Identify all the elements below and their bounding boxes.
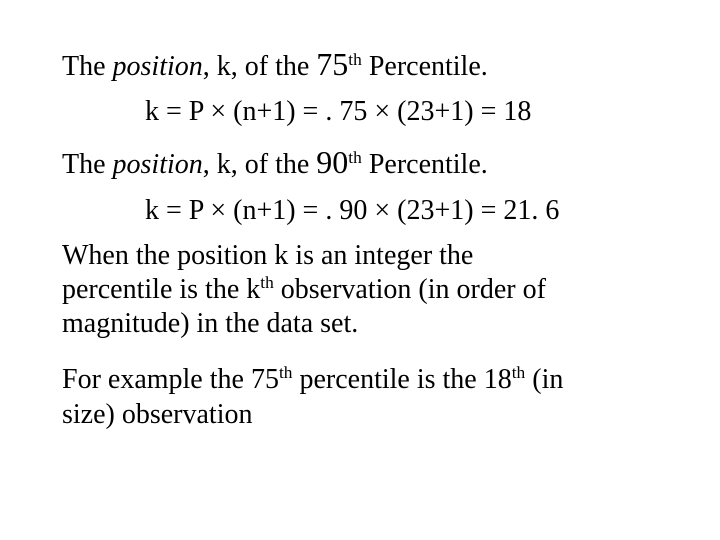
percentile-number: 75 — [316, 46, 349, 82]
heading-middle: , k, of the — [202, 51, 317, 82]
heading-prefix: The — [62, 149, 113, 180]
heading-suffix: Percentile. — [361, 51, 488, 82]
position-word: position — [112, 149, 203, 180]
example-superscript-2: th — [511, 362, 526, 382]
heading-middle: , k, of the — [202, 149, 317, 180]
example-superscript-1: th — [278, 362, 293, 382]
heading-prefix: The — [62, 51, 113, 82]
heading-75th-percentile — [62, 48, 488, 81]
heading-suffix: Percentile. — [361, 149, 488, 180]
example-suffix: (in — [525, 364, 564, 395]
heading-90th-percentile — [62, 146, 488, 179]
integer-rule-line-2 — [62, 272, 546, 305]
rule-superscript: th — [260, 272, 274, 292]
rule-line2-suffix: observation (in order of — [273, 274, 546, 305]
position-word: position — [112, 51, 203, 82]
integer-rule-line-3: magnitude) in the data set. — [62, 308, 359, 339]
integer-rule-line-1: When the position k is an integer the — [62, 240, 474, 271]
formula-90th: k = P × (n+1) = . 90 × (23+1) = 21. 6 — [145, 195, 560, 226]
example-line-2: size) observation — [62, 399, 253, 430]
percentile-number: 90 — [316, 144, 349, 180]
example-prefix: For example the 75 — [62, 364, 279, 395]
rule-line2-prefix: percentile is the k — [62, 274, 261, 305]
ordinal-suffix: th — [348, 49, 362, 69]
example-line-1 — [62, 362, 564, 395]
formula-75th: k = P × (n+1) = . 75 × (23+1) = 18 — [145, 96, 532, 127]
example-middle: percentile is the 18 — [292, 364, 512, 395]
ordinal-suffix: th — [348, 147, 362, 167]
